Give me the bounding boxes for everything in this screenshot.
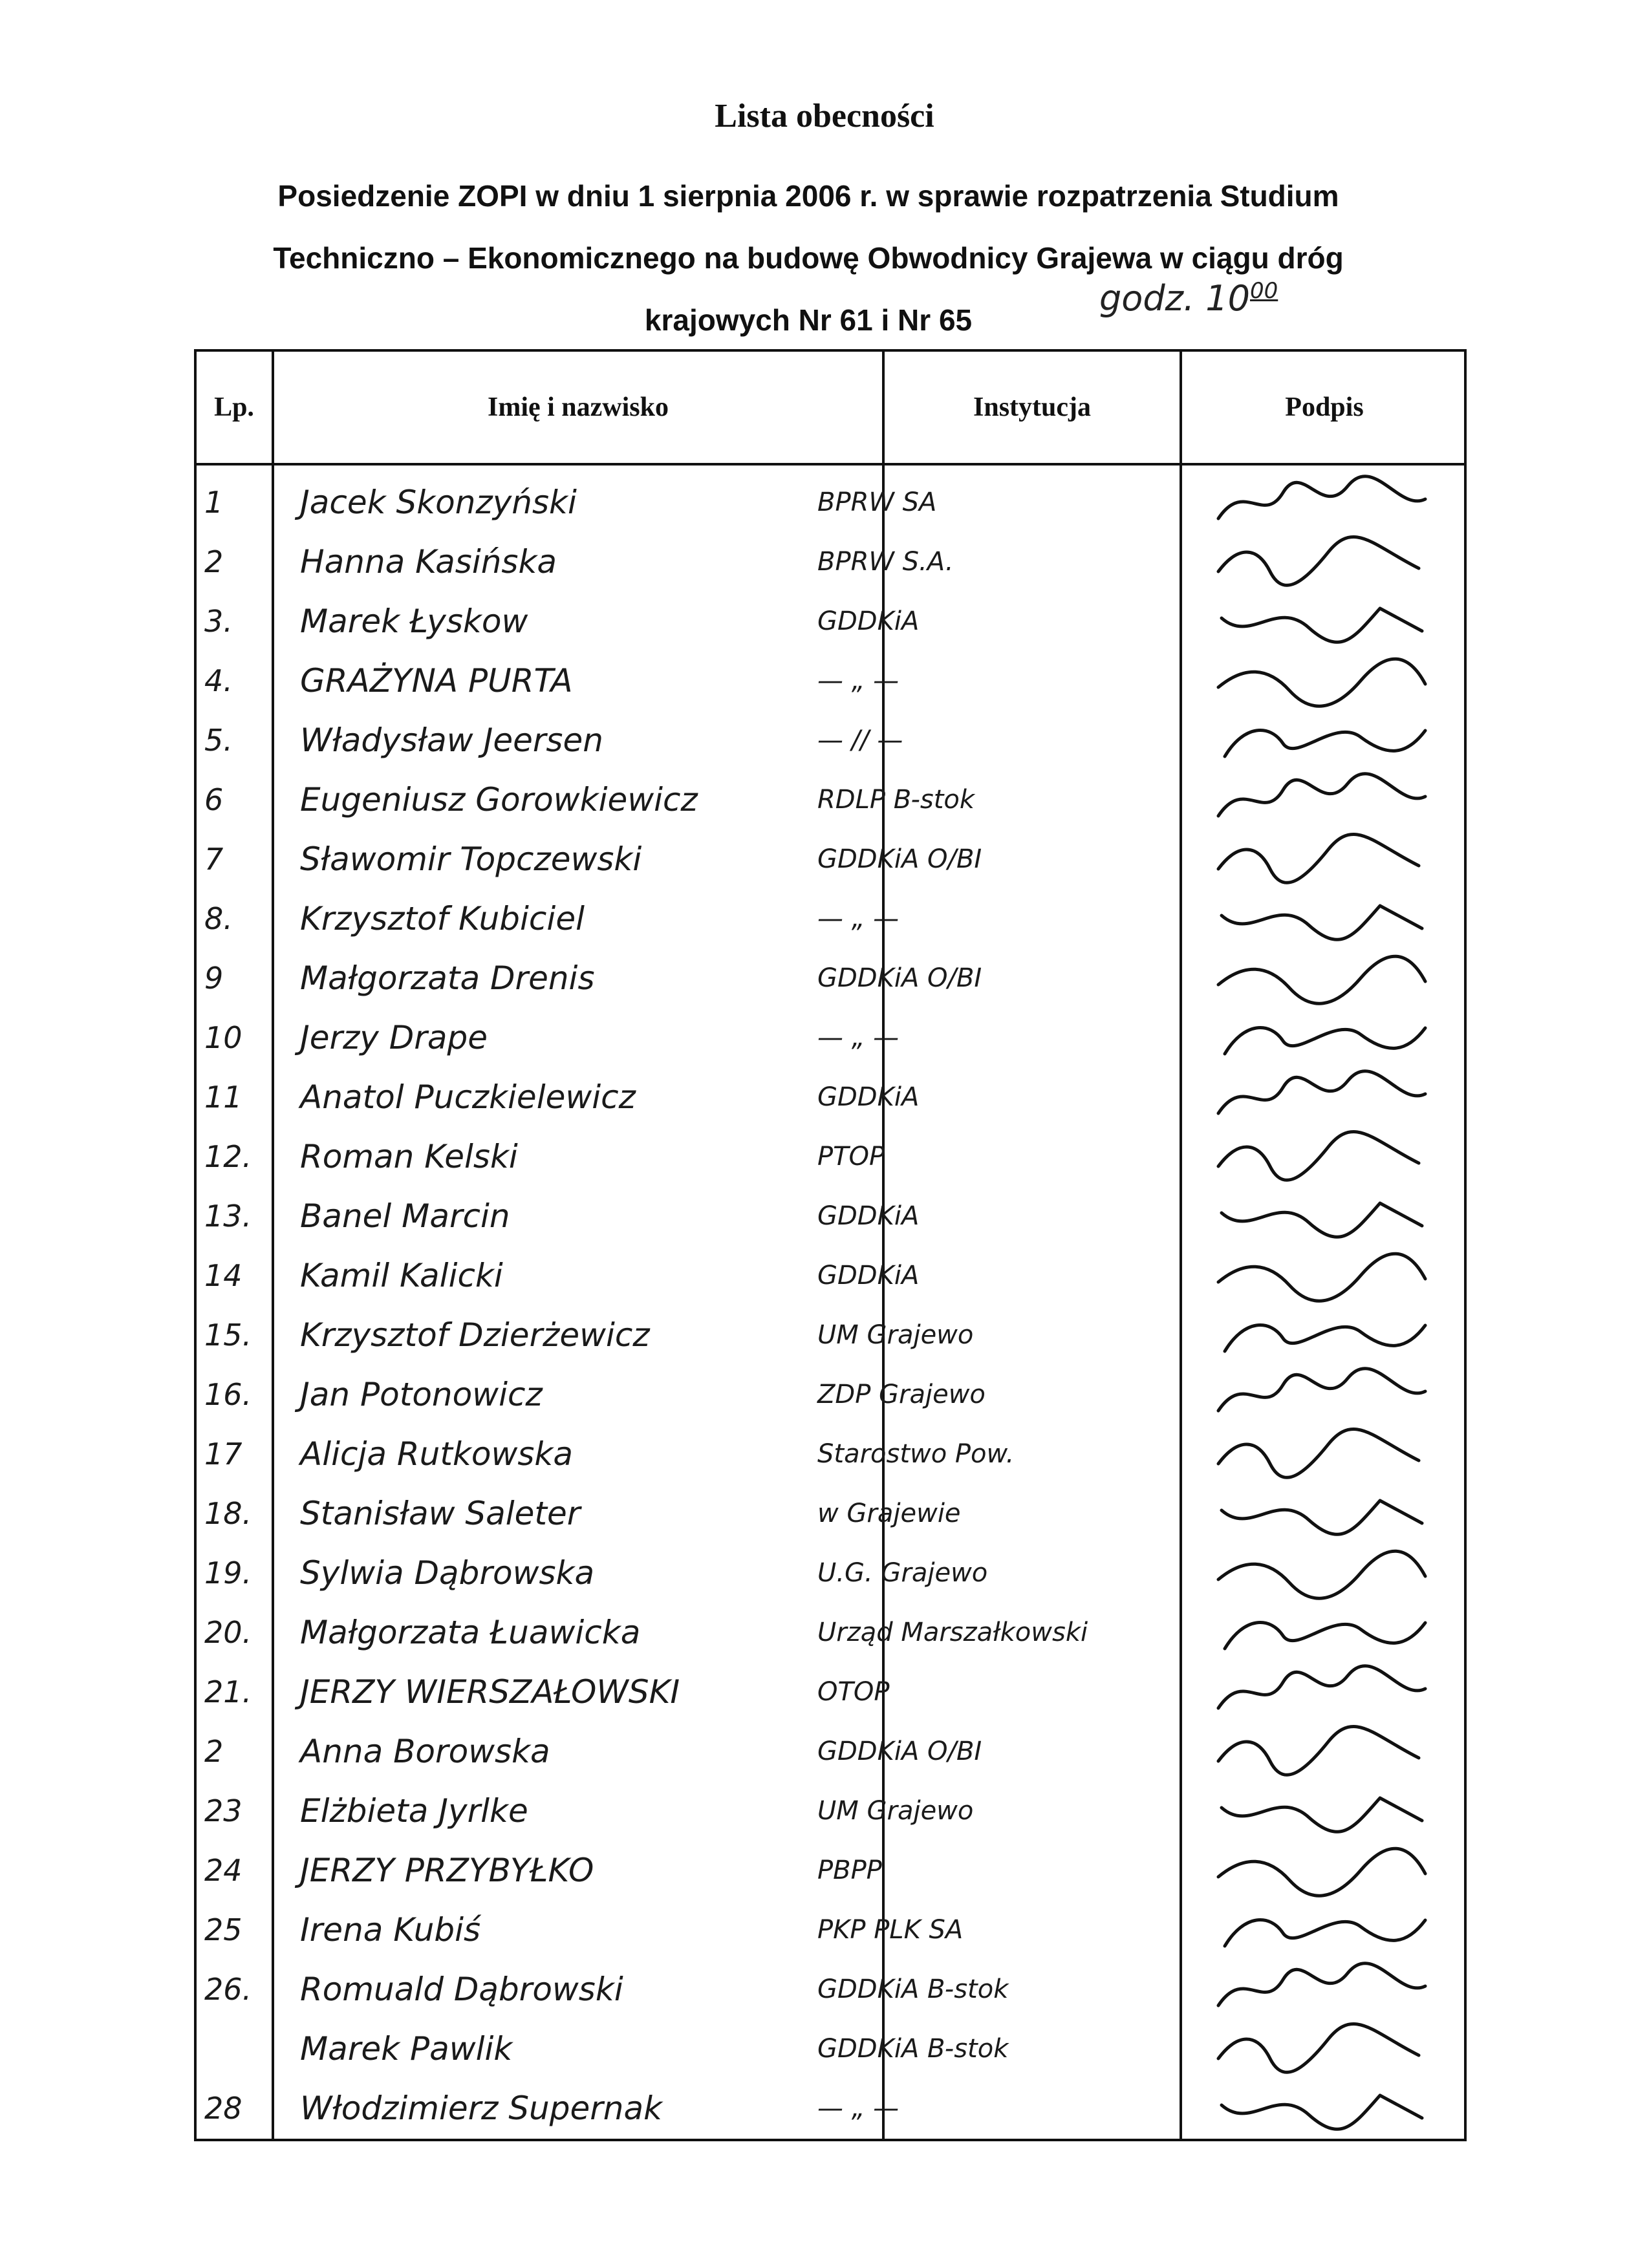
handwritten-signature — [1205, 1425, 1438, 1483]
table-row — [197, 1244, 1464, 1307]
table-row — [197, 1303, 1464, 1367]
handwritten-signature — [1205, 890, 1438, 948]
table-row — [197, 947, 1464, 1010]
table-row — [197, 709, 1464, 772]
attendee-name: Hanna Kasińska — [300, 543, 557, 581]
row-number: 15. — [204, 1318, 252, 1353]
signature-cell — [1180, 1006, 1464, 1069]
handwritten-signature — [1205, 1009, 1438, 1067]
handwritten-signature — [1205, 1544, 1438, 1602]
row-number: 17 — [204, 1437, 242, 1471]
header-institution: Instytucja — [973, 392, 1091, 422]
handwritten-signature — [1205, 1960, 1438, 2018]
row-number: 10 — [204, 1020, 242, 1055]
attendee-name: Banel Marcin — [300, 1197, 510, 1235]
signature-cell — [1180, 1541, 1464, 1605]
attendee-name: Elżbieta Jyrlke — [300, 1792, 528, 1830]
hour-note-text: godz. 10 — [1099, 278, 1250, 319]
table-row — [197, 1720, 1464, 1783]
attendee-institution: w Grajewie — [817, 1499, 961, 1528]
row-number: 23 — [204, 1793, 242, 1828]
handwritten-signature — [1205, 1841, 1438, 1899]
attendee-name: JERZY WIERSZAŁOWSKI — [300, 1673, 680, 1711]
handwritten-signature — [1205, 1782, 1438, 1840]
row-number — [197, 2017, 282, 2081]
attendee-institution: GDDKiA O/BI — [817, 844, 982, 874]
attendee-institution: — „ — — [817, 666, 900, 696]
signature-cell — [1180, 1720, 1464, 1783]
signature-cell — [1180, 2077, 1464, 2140]
header-signature: Podpis — [1285, 392, 1364, 422]
signature-cell — [1180, 1898, 1464, 1962]
attendee-institution: GDDKiA — [817, 1082, 920, 1112]
attendee-name: Alicja Rutkowska — [300, 1435, 574, 1473]
signature-cell — [1180, 1482, 1464, 1545]
table-row — [197, 768, 1464, 831]
handwritten-signature — [1205, 1722, 1438, 1781]
attendance-table — [194, 349, 1467, 2141]
handwritten-signature — [1205, 533, 1438, 591]
subtitle-line-3: krajowych Nr 61 i Nr 65 — [644, 303, 973, 337]
table-row — [197, 1958, 1464, 2021]
table-row — [197, 1601, 1464, 1664]
handwritten-signature — [1205, 949, 1438, 1007]
signature-cell — [1180, 768, 1464, 831]
handwritten-hour-note — [1099, 278, 1278, 319]
table-row — [197, 649, 1464, 712]
handwritten-signature — [1205, 711, 1438, 769]
table-row — [197, 1660, 1464, 1724]
attendee-institution: GDDKiA O/BI — [817, 1737, 982, 1766]
attendee-institution: — // — — [817, 725, 903, 755]
table-row — [197, 590, 1464, 653]
table-row — [197, 1125, 1464, 1188]
handwritten-signature — [1205, 1068, 1438, 1126]
attendee-institution: PKP PLK SA — [817, 1915, 964, 1945]
attendee-name: Włodzimierz Supernak — [300, 2090, 663, 2127]
signature-cell — [1180, 1839, 1464, 1902]
row-number: 13. — [204, 1199, 252, 1234]
handwritten-signature — [1205, 592, 1438, 650]
signature-cell — [1180, 1184, 1464, 1248]
row-number: 11 — [204, 1080, 242, 1115]
attendee-institution: Urząd Marszałkowski — [817, 1618, 1088, 1647]
attendee-institution: GDDKiA B-stok — [817, 2034, 1009, 2064]
attendee-institution: GDDKiA — [817, 1261, 920, 1290]
row-number: 20. — [204, 1615, 252, 1650]
table-row — [197, 1541, 1464, 1605]
attendee-institution: PBPP — [817, 1856, 882, 1885]
attendee-institution: GDDKiA — [817, 1201, 920, 1231]
signature-cell — [1180, 471, 1464, 534]
attendee-name: Roman Kelski — [300, 1138, 518, 1175]
signature-cell — [1180, 1244, 1464, 1307]
handwritten-signature — [1205, 771, 1438, 829]
header-name: Imię i nazwisko — [487, 392, 669, 422]
row-number: 2 — [204, 1734, 224, 1769]
attendee-name: Małgorzata Drenis — [300, 959, 595, 997]
attendee-name: Stanisław Saleter — [300, 1495, 581, 1532]
handwritten-signature — [1205, 1187, 1438, 1245]
subtitle-line-1: Posiedzenie ZOPI w dniu 1 sierpnia 2006 r. w sprawie rozpatrzenia Studium — [277, 179, 1339, 213]
row-number: 12. — [204, 1139, 252, 1174]
attendee-name: Marek Pawlik — [300, 2030, 513, 2068]
signature-cell — [1180, 947, 1464, 1010]
row-number: 1 — [204, 485, 224, 520]
table-row — [197, 828, 1464, 891]
attendee-name: Sławomir Topczewski — [300, 840, 642, 878]
row-number: 2 — [204, 544, 224, 579]
attendee-name: Romuald Dąbrowski — [300, 1971, 623, 2008]
signature-cell — [1180, 828, 1464, 891]
table-row — [197, 1006, 1464, 1069]
row-number: 18. — [204, 1496, 252, 1531]
attendee-institution: — „ — — [817, 2093, 900, 2123]
attendee-name: Anna Borowska — [300, 1733, 550, 1770]
table-row — [197, 2017, 1464, 2081]
attendee-name: Sylwia Dąbrowska — [300, 1554, 595, 1592]
table-row — [197, 1779, 1464, 1843]
signature-cell — [1180, 2017, 1464, 2081]
table-row — [197, 1422, 1464, 1486]
signature-cell — [1180, 1601, 1464, 1664]
row-number: 26. — [204, 1972, 252, 2007]
handwritten-signature — [1205, 1603, 1438, 1662]
attendee-name: Irena Kubiś — [300, 1911, 481, 1949]
attendee-institution: GDDKiA B-stok — [817, 1974, 1009, 2004]
signature-cell — [1180, 887, 1464, 950]
attendee-institution: ZDP Grajewo — [817, 1380, 986, 1409]
table-row — [197, 1184, 1464, 1248]
table-row — [197, 1898, 1464, 1962]
table-row — [197, 887, 1464, 950]
row-number: 28 — [204, 2091, 242, 2126]
signature-cell — [1180, 530, 1464, 594]
attendee-institution: BPRW SA — [817, 487, 937, 517]
handwritten-signature — [1205, 2020, 1438, 2078]
table-row — [197, 471, 1464, 534]
signature-cell — [1180, 1958, 1464, 2021]
header-lp: Lp. — [214, 392, 254, 422]
handwritten-signature — [1205, 1128, 1438, 1186]
row-number: 25 — [204, 1912, 242, 1947]
row-number: 19. — [204, 1556, 252, 1590]
attendee-name: Jan Potonowicz — [300, 1376, 543, 1413]
handwritten-signature — [1205, 1484, 1438, 1543]
signature-cell — [1180, 1363, 1464, 1426]
row-number: 6 — [204, 782, 224, 817]
subtitle-line-2: Techniczno – Ekonomicznego na budowę Obwodnicy Grajewa w ciągu dróg — [273, 241, 1344, 275]
attendee-name: Jacek Skonzyński — [300, 484, 577, 521]
row-number: 24 — [204, 1853, 242, 1888]
handwritten-signature — [1205, 1246, 1438, 1305]
attendee-name: Krzysztof Dzierżewicz — [300, 1316, 650, 1354]
attendee-institution: OTOP — [817, 1677, 890, 1707]
attendee-institution: U.G. Grajewo — [817, 1558, 988, 1588]
signature-cell — [1180, 1422, 1464, 1486]
attendee-name: GRAŻYNA PURTA — [300, 662, 573, 700]
row-number: 3. — [204, 604, 233, 639]
row-number: 8. — [204, 901, 233, 936]
signature-cell — [1180, 1660, 1464, 1724]
signature-cell — [1180, 590, 1464, 653]
signature-cell — [1180, 709, 1464, 772]
signature-cell — [1180, 1125, 1464, 1188]
attendee-name: Marek Łyskow — [300, 603, 528, 640]
table-row — [197, 530, 1464, 594]
attendee-name: Jerzy Drape — [300, 1019, 488, 1056]
table-body — [197, 465, 1464, 2139]
attendee-institution: RDLP B-stok — [817, 785, 975, 815]
signature-cell — [1180, 1065, 1464, 1129]
attendee-name: Kamil Kalicki — [300, 1257, 503, 1294]
hour-note-minutes: 00 — [1249, 278, 1278, 304]
attendee-institution: GDDKiA — [817, 606, 920, 636]
attendee-name: Eugeniusz Gorowkiewicz — [300, 781, 698, 818]
row-number: 7 — [204, 842, 224, 877]
row-number: 14 — [204, 1258, 242, 1293]
handwritten-signature — [1205, 1663, 1438, 1721]
table-row — [197, 1482, 1464, 1545]
signature-cell — [1180, 1779, 1464, 1843]
table-row — [197, 1839, 1464, 1902]
table-row — [197, 1065, 1464, 1129]
attendee-institution: — „ — — [817, 1023, 900, 1053]
signature-cell — [1180, 649, 1464, 712]
handwritten-signature — [1205, 1901, 1438, 1959]
meeting-description — [194, 165, 1423, 351]
row-number: 4. — [204, 663, 233, 698]
table-row — [197, 2077, 1464, 2140]
attendee-institution: UM Grajewo — [817, 1320, 974, 1350]
attendee-name: Anatol Puczkielewicz — [300, 1078, 636, 1116]
handwritten-signature — [1205, 473, 1438, 531]
row-number: 21. — [204, 1674, 252, 1709]
row-number: 5. — [204, 723, 233, 758]
attendee-name: Władysław Jeersen — [300, 722, 603, 759]
attendee-name: Krzysztof Kubiciel — [300, 900, 585, 937]
handwritten-signature — [1205, 652, 1438, 710]
attendee-institution: Starostwo Pow. — [817, 1439, 1015, 1469]
document-title: Lista obecności — [715, 98, 934, 134]
signature-cell — [1180, 1303, 1464, 1367]
attendee-institution: — „ — — [817, 904, 900, 934]
attendee-name: Małgorzata Łuawicka — [300, 1614, 641, 1651]
row-number: 16. — [204, 1377, 252, 1412]
row-number: 9 — [204, 961, 224, 996]
attendee-institution: BPRW S.A. — [817, 547, 954, 577]
handwritten-signature — [1205, 830, 1438, 888]
handwritten-signature — [1205, 2079, 1438, 2137]
table-row — [197, 1363, 1464, 1426]
attendee-name: JERZY PRZYBYŁKO — [300, 1852, 594, 1889]
handwritten-signature — [1205, 1365, 1438, 1424]
attendee-institution: PTOP — [817, 1142, 885, 1171]
handwritten-signature — [1205, 1306, 1438, 1364]
attendee-institution: UM Grajewo — [817, 1796, 974, 1826]
attendee-institution: GDDKiA O/BI — [817, 963, 982, 993]
